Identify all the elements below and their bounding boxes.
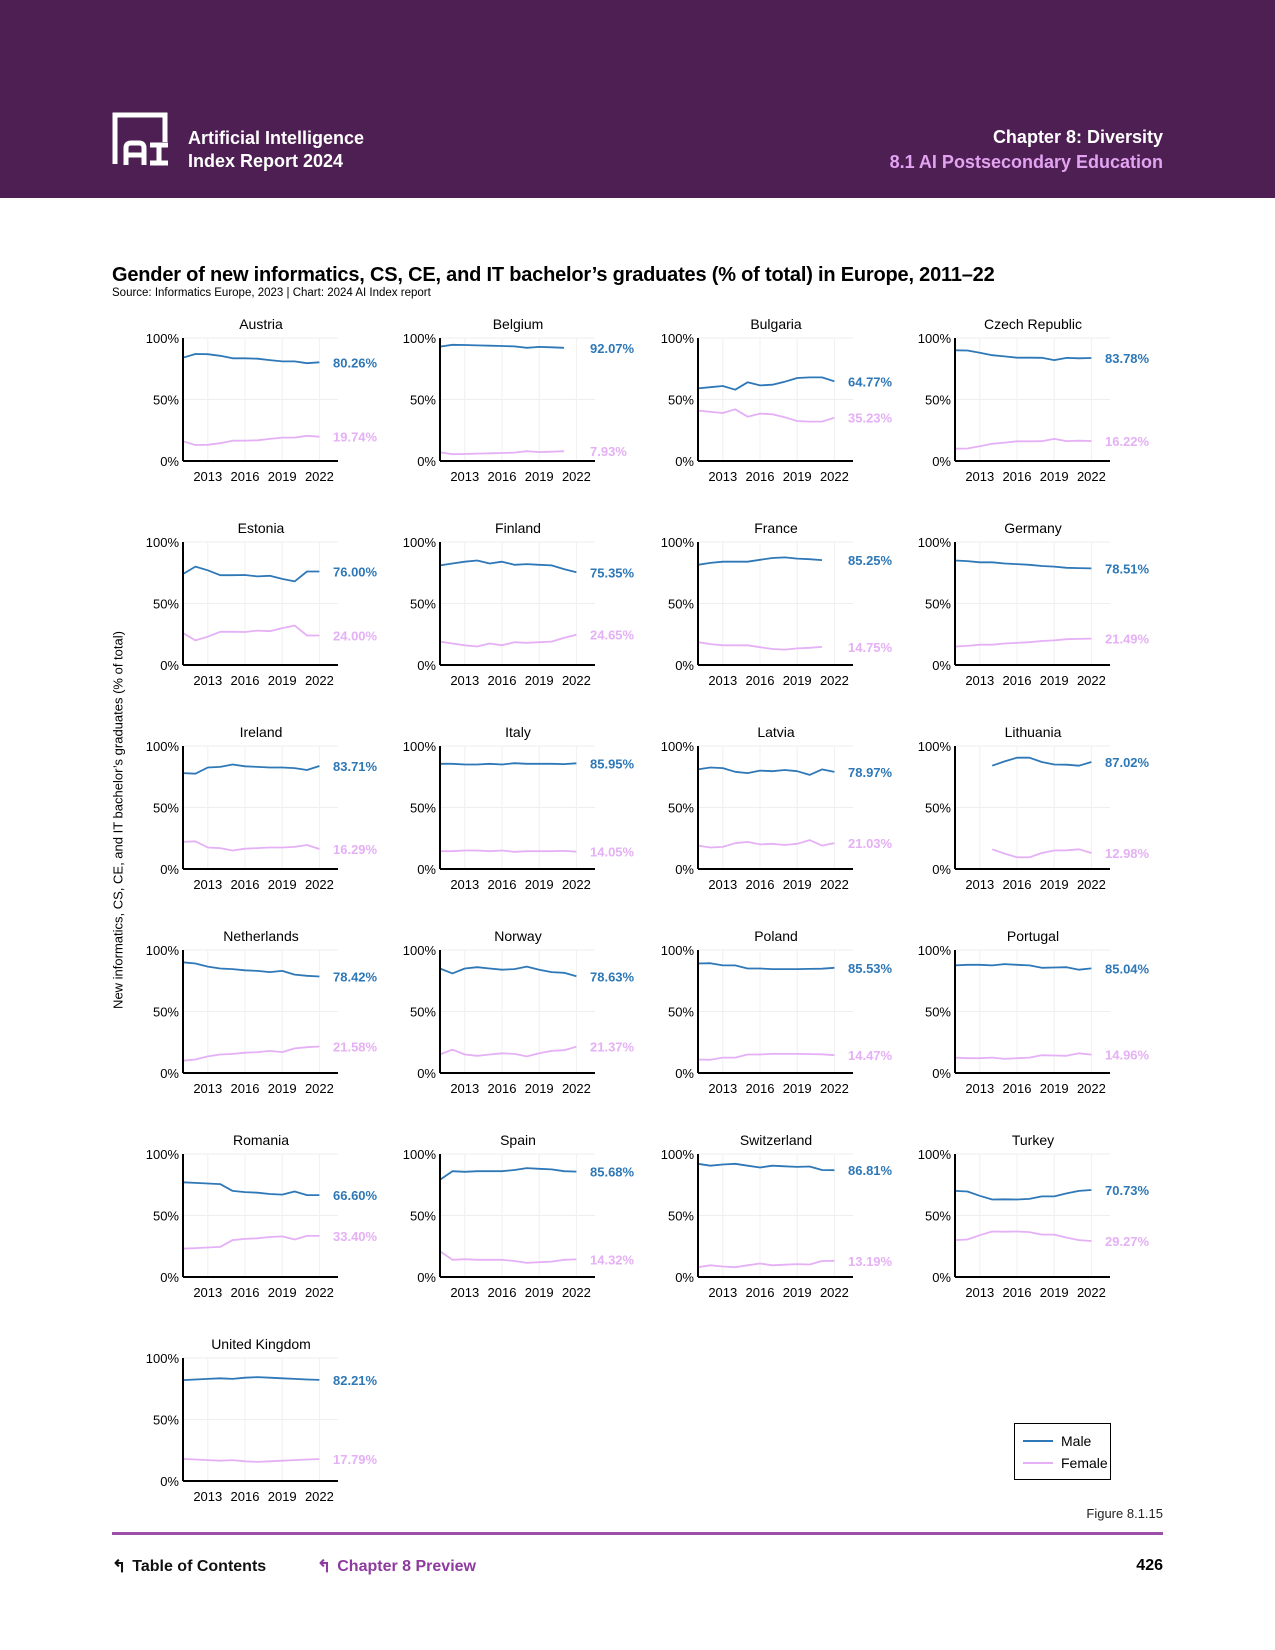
y-tick-label: 0% (417, 1066, 436, 1081)
male-line (183, 962, 319, 976)
male-end-label: 78.42% (333, 969, 378, 985)
panel-switzerland (661, 1132, 893, 1300)
male-end-label: 86.81% (848, 1163, 893, 1179)
y-tick-label: 100% (917, 1147, 951, 1162)
x-tick-label: 2019 (782, 469, 812, 484)
x-tick-label: 2022 (304, 469, 334, 484)
figure-number: Figure 8.1.15 (1086, 1506, 1163, 1521)
male-line (440, 967, 576, 977)
female-swatch (1023, 1462, 1053, 1464)
chapter-title: Chapter 8: Diversity (992, 127, 1163, 147)
panel-spain (403, 1132, 635, 1300)
male-end-label: 78.63% (590, 969, 635, 985)
y-tick-label: 100% (145, 535, 179, 550)
toc-label: Table of Contents (132, 1558, 267, 1575)
female-end-label: 21.03% (848, 836, 893, 852)
female-line (698, 409, 834, 421)
female-line (183, 436, 319, 445)
x-tick-label: 2016 (487, 469, 517, 484)
female-line (440, 851, 576, 852)
male-line (440, 1168, 576, 1180)
male-end-label: 87.02% (1105, 754, 1150, 770)
panel-ireland (146, 724, 378, 892)
x-tick-label: 2022 (1076, 673, 1106, 688)
y-tick-label: 100% (917, 535, 951, 550)
x-tick-label: 2016 (745, 1081, 775, 1096)
female-end-label: 24.00% (333, 628, 378, 644)
x-tick-label: 2013 (965, 1285, 995, 1300)
x-tick-label: 2022 (561, 877, 591, 892)
x-tick-label: 2019 (1039, 1285, 1069, 1300)
x-tick-label: 2016 (1002, 1081, 1032, 1096)
y-tick-label: 50% (152, 392, 179, 408)
panel-germany (918, 520, 1150, 688)
female-end-label: 14.47% (848, 1048, 893, 1064)
x-tick-label: 2016 (745, 1285, 775, 1300)
panel-title: Portugal (1006, 928, 1060, 944)
x-tick-label: 2022 (561, 1081, 591, 1096)
y-tick-label: 100% (402, 535, 436, 550)
panel-austria (146, 316, 378, 484)
female-end-label: 17.79% (333, 1452, 378, 1468)
x-tick-label: 2019 (267, 1081, 297, 1096)
x-tick-label: 2016 (1002, 673, 1032, 688)
female-line (955, 1053, 1091, 1059)
panel-title: Switzerland (739, 1132, 813, 1148)
female-end-label: 21.58% (333, 1039, 378, 1055)
brand-line-1: Artificial Intelligence (188, 128, 365, 148)
panel-title: United Kingdom (211, 1336, 311, 1352)
y-tick-label: 0% (675, 862, 694, 877)
female-end-label: 35.23% (848, 410, 893, 426)
x-tick-label: 2013 (965, 673, 995, 688)
y-tick-label: 100% (660, 535, 694, 550)
y-tick-label: 0% (160, 658, 179, 673)
male-line (698, 1164, 834, 1170)
male-end-label: 78.97% (848, 764, 893, 780)
y-tick-label: 0% (932, 862, 951, 877)
y-tick-label: 100% (402, 331, 436, 346)
y-tick-label: 50% (667, 1208, 694, 1224)
y-tick-label: 0% (932, 658, 951, 673)
x-tick-label: 2013 (708, 469, 738, 484)
y-tick-label: 50% (409, 1208, 436, 1224)
x-tick-label: 2013 (193, 469, 223, 484)
x-tick-label: 2013 (965, 1081, 995, 1096)
panel-title: Latvia (757, 724, 795, 740)
x-tick-label: 2019 (1039, 1081, 1069, 1096)
x-tick-label: 2019 (782, 1081, 812, 1096)
x-tick-label: 2013 (450, 469, 480, 484)
female-end-label: 14.75% (848, 639, 893, 655)
female-end-label: 21.37% (590, 1039, 635, 1055)
male-line (698, 963, 834, 969)
x-tick-label: 2022 (819, 1081, 849, 1096)
x-tick-label: 2022 (1076, 1285, 1106, 1300)
panel-title: Belgium (492, 316, 544, 332)
y-tick-label: 0% (932, 454, 951, 469)
female-end-label: 19.74% (333, 429, 378, 445)
section-title: 8.1 AI Postsecondary Education (889, 152, 1163, 172)
y-tick-label: 0% (160, 1474, 179, 1489)
x-tick-label: 2022 (304, 877, 334, 892)
y-tick-label: 100% (145, 1351, 179, 1366)
x-tick-label: 2013 (965, 877, 995, 892)
panel-title: Estonia (237, 520, 285, 536)
y-tick-label: 100% (917, 943, 951, 958)
x-tick-label: 2022 (819, 673, 849, 688)
panel-bulgaria (661, 316, 893, 484)
panel-title: Netherlands (223, 928, 299, 944)
x-tick-label: 2016 (230, 877, 260, 892)
female-line (183, 1047, 319, 1061)
female-end-label: 14.32% (590, 1252, 635, 1268)
male-end-label: 70.73% (1105, 1183, 1150, 1199)
female-end-label: 13.19% (848, 1253, 893, 1269)
male-line (698, 768, 834, 775)
x-tick-label: 2016 (487, 1081, 517, 1096)
x-tick-label: 2016 (487, 1285, 517, 1300)
y-tick-label: 0% (160, 862, 179, 877)
x-tick-label: 2016 (1002, 469, 1032, 484)
x-tick-label: 2022 (304, 673, 334, 688)
panel-title: Spain (500, 1132, 536, 1148)
x-tick-label: 2016 (745, 673, 775, 688)
panel-norway (403, 928, 635, 1096)
y-tick-label: 0% (675, 454, 694, 469)
female-end-label: 33.40% (333, 1228, 378, 1244)
panel-title: Turkey (1011, 1132, 1055, 1148)
x-tick-label: 2019 (267, 469, 297, 484)
chapter-preview-link[interactable] (317, 1557, 476, 1577)
x-tick-label: 2019 (267, 1285, 297, 1300)
male-end-label: 66.60% (333, 1188, 378, 1204)
y-tick-label: 50% (152, 1412, 179, 1428)
y-tick-label: 100% (145, 943, 179, 958)
x-tick-label: 2013 (708, 1285, 738, 1300)
x-tick-label: 2019 (267, 1489, 297, 1504)
panel-title: Czech Republic (983, 316, 1083, 332)
male-end-label: 85.04% (1105, 961, 1150, 977)
x-tick-label: 2013 (450, 1285, 480, 1300)
panel-title: Norway (494, 928, 542, 944)
legend-item-female (1023, 1455, 1108, 1471)
page-number: 426 (1136, 1557, 1163, 1574)
x-tick-label: 2013 (450, 877, 480, 892)
panel-netherlands (146, 928, 378, 1096)
x-tick-label: 2013 (193, 1081, 223, 1096)
y-tick-label: 50% (152, 800, 179, 816)
y-tick-label: 0% (417, 658, 436, 673)
x-tick-label: 2016 (487, 673, 517, 688)
preview-label: Chapter 8 Preview (337, 1558, 476, 1575)
y-tick-label: 0% (675, 1066, 694, 1081)
female-end-label: 14.96% (1105, 1047, 1150, 1063)
female-end-label: 16.22% (1105, 434, 1150, 450)
x-tick-label: 2022 (561, 673, 591, 688)
y-tick-label: 0% (160, 454, 179, 469)
female-line (183, 1236, 319, 1249)
y-tick-label: 0% (932, 1066, 951, 1081)
y-tick-label: 0% (417, 862, 436, 877)
male-line (955, 350, 1091, 360)
y-tick-label: 100% (402, 739, 436, 754)
y-tick-label: 0% (932, 1270, 951, 1285)
x-tick-label: 2013 (450, 673, 480, 688)
x-tick-label: 2022 (561, 1285, 591, 1300)
y-axis-label: New informatics, CS, CE, and IT bachelor’s graduates (% of total) (110, 631, 126, 1009)
panel-title: Italy (505, 724, 531, 740)
male-line (955, 1190, 1091, 1200)
x-tick-label: 2022 (1076, 469, 1106, 484)
return-arrow-icon: ↰ (112, 1557, 127, 1576)
x-tick-label: 2013 (193, 877, 223, 892)
x-tick-label: 2016 (230, 469, 260, 484)
male-end-label: 85.53% (848, 960, 893, 976)
male-end-label: 85.25% (848, 553, 893, 569)
y-tick-label: 0% (675, 1270, 694, 1285)
x-tick-label: 2013 (193, 1489, 223, 1504)
female-line (698, 1054, 834, 1060)
y-tick-label: 50% (924, 392, 951, 408)
female-end-label: 12.98% (1105, 846, 1150, 862)
legend-label-female: Female (1061, 1455, 1108, 1471)
male-end-label: 76.00% (333, 564, 378, 580)
male-line (183, 567, 319, 582)
y-tick-label: 0% (417, 454, 436, 469)
panel-france (661, 520, 893, 688)
y-tick-label: 0% (675, 658, 694, 673)
x-tick-label: 2019 (524, 877, 554, 892)
panel-belgium (403, 316, 635, 484)
y-tick-label: 50% (924, 1004, 951, 1020)
y-tick-label: 0% (160, 1270, 179, 1285)
female-end-label: 24.65% (590, 627, 635, 643)
male-end-label: 83.78% (1105, 350, 1150, 366)
y-tick-label: 0% (160, 1066, 179, 1081)
panel-estonia (146, 520, 378, 688)
figure-title: Gender of new informatics, CS, CE, and IT bachelor’s graduates (% of total) in Europe, 2011–22 (112, 264, 995, 286)
x-tick-label: 2016 (230, 1285, 260, 1300)
male-end-label: 75.35% (590, 565, 635, 581)
male-line (698, 377, 834, 389)
y-tick-label: 100% (917, 331, 951, 346)
y-tick-label: 50% (667, 392, 694, 408)
panel-finland (403, 520, 635, 688)
female-line (440, 1047, 576, 1057)
y-tick-label: 50% (152, 1208, 179, 1224)
female-line (183, 841, 319, 850)
male-line (183, 1182, 319, 1195)
x-tick-label: 2019 (1039, 673, 1069, 688)
panel-title: Romania (232, 1132, 290, 1148)
x-tick-label: 2019 (267, 877, 297, 892)
male-swatch (1023, 1440, 1053, 1442)
x-tick-label: 2022 (304, 1489, 334, 1504)
female-line (955, 439, 1091, 449)
y-tick-label: 100% (660, 739, 694, 754)
male-end-label: 78.51% (1105, 561, 1150, 577)
x-tick-label: 2016 (230, 1081, 260, 1096)
x-tick-label: 2013 (708, 1081, 738, 1096)
y-tick-label: 100% (145, 739, 179, 754)
panel-title: Finland (495, 520, 541, 536)
x-tick-label: 2019 (1039, 469, 1069, 484)
x-tick-label: 2019 (1039, 877, 1069, 892)
x-tick-label: 2013 (965, 469, 995, 484)
x-tick-label: 2022 (1076, 1081, 1106, 1096)
panel-portugal (918, 928, 1150, 1096)
female-line (955, 1232, 1091, 1242)
panel-title: Austria (239, 316, 283, 332)
y-tick-label: 50% (409, 800, 436, 816)
y-tick-label: 100% (402, 1147, 436, 1162)
male-line (955, 561, 1091, 569)
panel-united-kingdom (146, 1336, 378, 1504)
legend-item-male (1023, 1433, 1091, 1449)
x-tick-label: 2013 (193, 673, 223, 688)
panel-latvia (661, 724, 893, 892)
male-line (183, 1377, 319, 1380)
return-arrow-icon: ↰ (317, 1557, 332, 1576)
female-line (440, 1251, 576, 1263)
x-tick-label: 2019 (524, 1285, 554, 1300)
female-line (183, 1459, 319, 1462)
x-tick-label: 2013 (708, 673, 738, 688)
panel-title: Lithuania (1004, 724, 1062, 740)
y-tick-label: 100% (145, 331, 179, 346)
y-tick-label: 100% (660, 1147, 694, 1162)
female-line (698, 840, 834, 847)
x-tick-label: 2016 (1002, 877, 1032, 892)
panel-title: France (754, 520, 798, 536)
figure-source: Source: Informatics Europe, 2023 | Chart: 2024 AI Index report (112, 287, 431, 299)
y-tick-label: 50% (409, 392, 436, 408)
male-line (955, 964, 1091, 970)
y-tick-label: 100% (917, 739, 951, 754)
x-tick-label: 2016 (1002, 1285, 1032, 1300)
y-tick-label: 50% (924, 1208, 951, 1224)
footer-divider (112, 1532, 1163, 1535)
x-tick-label: 2019 (782, 673, 812, 688)
x-tick-label: 2016 (230, 1489, 260, 1504)
panel-turkey (918, 1132, 1150, 1300)
panel-romania (146, 1132, 378, 1300)
female-line (440, 635, 576, 647)
x-tick-label: 2019 (524, 469, 554, 484)
y-tick-label: 50% (152, 1004, 179, 1020)
female-line (955, 639, 1091, 647)
male-end-label: 80.26% (333, 355, 378, 371)
male-end-label: 85.95% (590, 756, 635, 772)
x-tick-label: 2019 (267, 673, 297, 688)
x-tick-label: 2022 (304, 1285, 334, 1300)
legend (1014, 1423, 1111, 1480)
y-tick-label: 100% (145, 1147, 179, 1162)
female-end-label: 29.27% (1105, 1233, 1150, 1249)
male-line (183, 765, 319, 774)
y-tick-label: 50% (924, 596, 951, 612)
panel-title: Bulgaria (750, 316, 802, 332)
panel-italy (403, 724, 635, 892)
male-end-label: 82.21% (333, 1372, 378, 1388)
x-tick-label: 2022 (819, 469, 849, 484)
x-tick-label: 2019 (524, 673, 554, 688)
table-of-contents-link[interactable] (112, 1557, 266, 1577)
male-end-label: 92.07% (590, 340, 635, 356)
x-tick-label: 2013 (193, 1285, 223, 1300)
male-line (440, 561, 576, 573)
x-tick-label: 2013 (450, 1081, 480, 1096)
panel-title: Ireland (239, 724, 283, 740)
y-tick-label: 100% (660, 331, 694, 346)
female-end-label: 7.93% (590, 444, 627, 460)
female-end-label: 21.49% (1105, 631, 1150, 647)
y-tick-label: 50% (924, 800, 951, 816)
male-end-label: 85.68% (590, 1164, 635, 1180)
female-line (992, 849, 1091, 857)
female-end-label: 14.05% (590, 844, 635, 860)
y-tick-label: 50% (409, 1004, 436, 1020)
brand-line-2: Index Report 2024 (188, 151, 344, 171)
y-tick-label: 50% (152, 596, 179, 612)
male-end-label: 64.77% (848, 374, 893, 390)
x-tick-label: 2013 (708, 877, 738, 892)
panel-title: Poland (754, 928, 798, 944)
panel-poland (661, 928, 893, 1096)
x-tick-label: 2022 (819, 877, 849, 892)
y-tick-label: 50% (667, 596, 694, 612)
x-tick-label: 2019 (524, 1081, 554, 1096)
y-tick-label: 50% (409, 596, 436, 612)
female-line (183, 626, 319, 641)
y-tick-label: 50% (667, 1004, 694, 1020)
x-tick-label: 2022 (304, 1081, 334, 1096)
male-end-label: 83.71% (333, 759, 378, 775)
panel-czech-republic (918, 316, 1150, 484)
male-line (183, 354, 319, 363)
female-line (698, 1261, 834, 1267)
x-tick-label: 2016 (745, 877, 775, 892)
male-line (992, 758, 1091, 766)
y-tick-label: 50% (667, 800, 694, 816)
x-tick-label: 2016 (745, 469, 775, 484)
male-line (440, 763, 576, 764)
y-tick-label: 100% (660, 943, 694, 958)
legend-label-male: Male (1061, 1433, 1092, 1449)
panel-lithuania (918, 724, 1150, 892)
y-tick-label: 100% (402, 943, 436, 958)
x-tick-label: 2022 (1076, 877, 1106, 892)
x-tick-label: 2022 (819, 1285, 849, 1300)
x-tick-label: 2019 (782, 877, 812, 892)
panel-title: Germany (1004, 520, 1062, 536)
x-tick-label: 2022 (561, 469, 591, 484)
female-end-label: 16.29% (333, 841, 378, 857)
x-tick-label: 2019 (782, 1285, 812, 1300)
y-tick-label: 0% (417, 1270, 436, 1285)
x-tick-label: 2016 (487, 877, 517, 892)
x-tick-label: 2016 (230, 673, 260, 688)
